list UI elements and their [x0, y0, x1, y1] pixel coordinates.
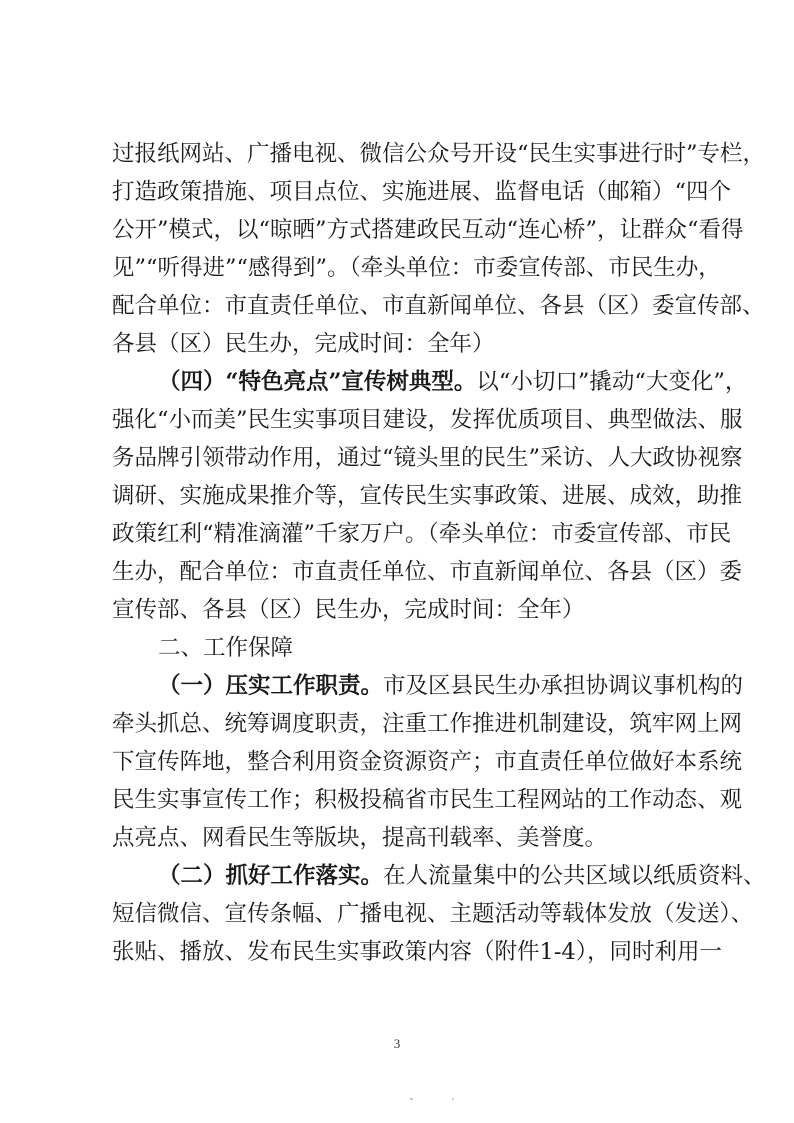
- body-line: 政策红利“精准滴灌”千家万户。（牵头单位：市委宣传部、市民: [112, 521, 732, 547]
- item-1-first-line-text: 市及区县民生办承担协调议事机构的: [383, 673, 744, 699]
- body-line: 点亮点、网看民生等版块，提高刊载率、美誉度。: [112, 825, 608, 851]
- body-line: 公开”模式，以“晾晒”方式搭建政民互动“连心桥”，让群众“看得: [112, 217, 744, 243]
- page-number: 3: [393, 1036, 401, 1051]
- body-line: 强化“小而美”民生实事项目建设，发挥优质项目、典型做法、服: [112, 407, 743, 433]
- body-line: 各县（区）民生办，完成时间：全年）: [112, 331, 495, 357]
- item-2-heading: （二）抓好工作落实。: [158, 863, 384, 889]
- section-4-first-line: [158, 367, 748, 397]
- body-line: 民生实事宣传工作；积极投稿省市民生工程网站的工作动态、观: [112, 787, 743, 813]
- section-4-heading: （四）“特色亮点”宣传树典型。: [158, 369, 477, 395]
- body-line: 下宣传阵地，整合利用资金资源资产；市直责任单位做好本系统: [112, 749, 743, 775]
- body-line: 见”“听得进”“感得到”。（牵头单位：市委宣传部、市民生办，: [112, 255, 721, 281]
- item-1-heading: （一）压实工作职责。: [158, 673, 384, 699]
- item-2-first-line-text: 在人流量集中的公共区域以纸质资料、: [383, 863, 766, 889]
- item-1-first-line: [158, 671, 744, 701]
- scan-speck: [452, 1098, 454, 1100]
- body-line: 务品牌引领带动作用，通过“镜头里的民生”采访、人大政协视察: [112, 445, 743, 471]
- body-line: 打造政策措施、项目点位、实施进展、监督电话（邮箱）“四个: [112, 179, 732, 205]
- body-line: 张贴、播放、发布民生实事政策内容（附件1-4），同时利用一: [112, 939, 722, 965]
- body-line: 配合单位：市直责任单位、市直新闻单位、各县（区）委宣传部、: [112, 293, 765, 319]
- body-line: 生办，配合单位：市直责任单位、市直新闻单位、各县（区）委: [112, 559, 743, 585]
- scan-speck: [410, 1098, 413, 1100]
- body-line: 过报纸网站、广播电视、微信公众号开设“民生实事进行时”专栏，: [112, 141, 766, 167]
- body-line: 调研、实施成果推介等，宣传民生实事政策、进展、成效，助推: [112, 483, 743, 509]
- body-line: 短信微信、宣传条幅、广播电视、主题活动等载体发放（发送）、: [112, 901, 754, 927]
- item-2-first-line: [158, 861, 766, 891]
- body-line: 牵头抓总、统筹调度职责，注重工作推进机制建设，筑牢网上网: [112, 711, 743, 737]
- section-title: 二、工作保障: [158, 635, 294, 661]
- section-4-first-line-text: 以“小切口”撬动“大变化”，: [476, 369, 748, 395]
- body-line: 宣传部、各县（区）民生办，完成时间：全年）: [112, 597, 585, 623]
